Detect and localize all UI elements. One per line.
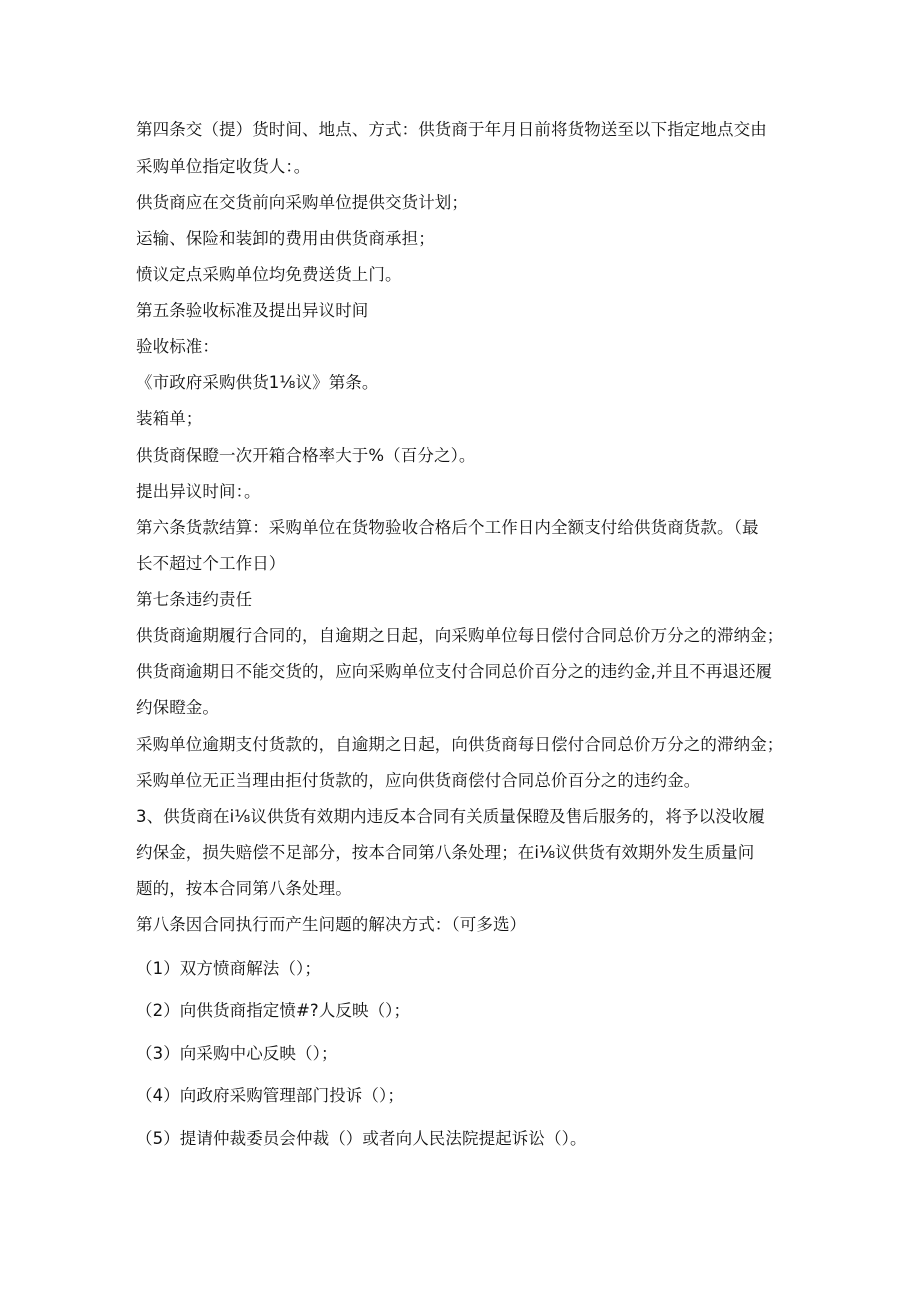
text-line: （4）向政府采购管理部门投诉（）； [136, 1086, 404, 1105]
text-line: 第四条交（提）货时间、地点、方式：供货商于年月日前将货物送至以下指定地点交由 [136, 120, 767, 139]
text-line: 供货商逾期履行合同的，自逾期之日起，向采购单位每日偿付合同总价万分之的滞纳金； [136, 626, 784, 645]
text-line: （3）向采购中心反映（）； [136, 1044, 338, 1063]
text-line: 供货商保瞪一次开箱合格率大于%（百分之）。 [136, 446, 476, 465]
text-line: 采购单位无正当理由拒付货款的，应向供货商偿付合同总价百分之的违约金。 [136, 771, 701, 790]
text-line: 第五条验收标准及提出异议时间 [136, 301, 369, 320]
text-line: 采购单位逾期支付货款的，自逾期之日起，向供货商每日偿付合同总价万分之的滞纳金； [136, 735, 784, 754]
text-line: 第七条违约责任 [136, 590, 253, 609]
text-line: （5）提请仲裁委员会仲裁（）或者向人民法院提起诉讼（）。 [136, 1129, 587, 1148]
text-line: 装箱单； [136, 409, 203, 428]
text-line: 第八条因合同执行而产生问题的解决方式：（可多选） [136, 915, 527, 934]
text-line: 3、供货商在i⅛议供货有效期内违反本合同有关质量保瞪及售后服务的，将予以没收履 [136, 807, 765, 826]
text-line: 采购单位指定收货人：。 [136, 157, 311, 176]
text-line: 供货商应在交货前向采购单位提供交货计划； [136, 193, 468, 212]
text-line: 题的，按本合同第八条处理。 [136, 879, 352, 898]
text-line: 约保瞪金。 [136, 698, 219, 717]
text-line: 供货商逾期日不能交货的，应向采购单位支付合同总价百分之的违约金,并且不再退还履 [136, 662, 773, 681]
text-line: 长不超过个工作日） [136, 554, 286, 573]
text-line: 验收标准： [136, 337, 219, 356]
text-line: 运输、保险和装卸的费用由供货商承担； [136, 229, 435, 248]
text-line: 提出异议时间：。 [136, 482, 261, 501]
text-line: 《市政府采购供货1⅛议》第条。 [136, 373, 379, 392]
text-line: （1）双方愤商解法（）； [136, 959, 321, 978]
text-line: 第六条货款结算：采购单位在货物验收合格后个工作日内全额支付给供货商货款。（最 [136, 518, 759, 537]
text-line: （2）向供货商指定愤#?人反映（）； [136, 1001, 411, 1020]
text-line: 愤议定点采购单位均免费送货上门。 [136, 265, 402, 284]
text-line: 约保金，损失赔偿不足部分，按本合同第八条处理；在i⅛议供货有效期外发生质量问 [136, 843, 755, 862]
